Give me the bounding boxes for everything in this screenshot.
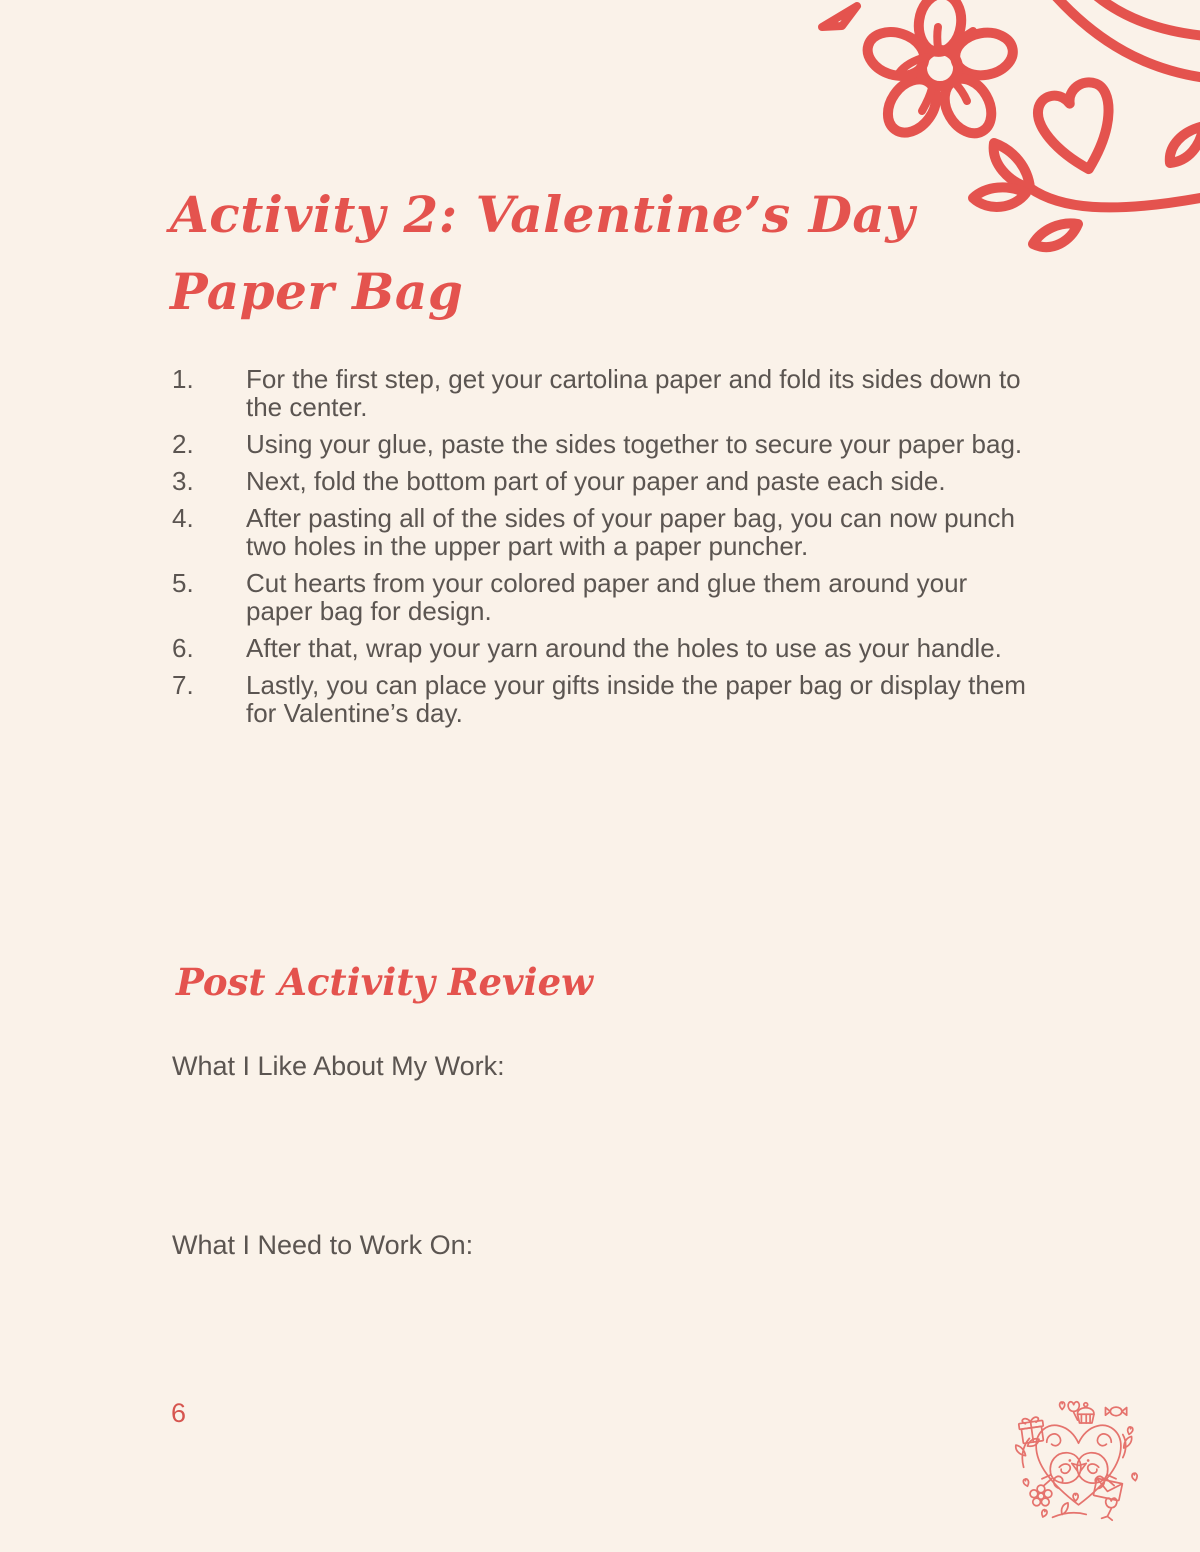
instruction-number: 6. xyxy=(172,633,194,663)
instruction-text: Next, fold the bottom part of your paper and paste each side. xyxy=(246,466,946,496)
corner-swoosh-lines xyxy=(1052,0,1200,78)
instruction-number: 1. xyxy=(172,364,194,394)
instruction-item xyxy=(172,504,1040,560)
instruction-number: 2. xyxy=(172,429,194,459)
title-line-2: Paper Bag xyxy=(170,262,464,321)
instruction-text: After that, wrap your yarn around the holes to use as your handle. xyxy=(246,633,1002,663)
instruction-text: Cut hearts from your colored paper and glue them around your paper bag for design. xyxy=(246,568,968,626)
instruction-item xyxy=(172,569,1040,625)
instruction-text: Lastly, you can place your gifts inside the paper bag or display them for Valentine’s day. xyxy=(246,670,1026,728)
page-number: 6 xyxy=(171,1398,187,1428)
instruction-item xyxy=(172,671,1040,727)
instruction-number: 4. xyxy=(172,503,194,533)
instruction-text: After pasting all of the sides of your paper bag, you can now punch two holes in the upper part with a paper puncher. xyxy=(246,503,1015,561)
sprig-bottom-icon xyxy=(1053,1503,1087,1517)
flower-icon xyxy=(862,0,1016,142)
instructions-list xyxy=(172,365,1040,736)
bud-icon xyxy=(1170,126,1200,163)
sprig-right-icon xyxy=(1123,1435,1132,1458)
instruction-item xyxy=(172,634,1040,662)
need-label: What I Need to Work On: xyxy=(172,1230,474,1260)
post-activity-heading: Post Activity Review xyxy=(176,960,593,1004)
arrow-tip-icon xyxy=(822,6,857,27)
instruction-number: 5. xyxy=(172,568,194,598)
heart-birds-doodle xyxy=(1014,1396,1144,1526)
candy-icon xyxy=(1105,1407,1126,1416)
tulip-bottom-icon xyxy=(1102,1498,1117,1520)
instruction-text: For the first step, get your cartolina paper and fold its sides down to the center. xyxy=(246,364,1021,422)
instruction-item xyxy=(172,430,1040,458)
small-flower-icon xyxy=(1030,1485,1052,1506)
heart-icon xyxy=(1033,79,1120,177)
instruction-number: 7. xyxy=(172,670,194,700)
like-label: What I Like About My Work: xyxy=(172,1051,505,1081)
instruction-text: Using your glue, paste the sides together to secure your paper bag. xyxy=(246,429,1023,459)
title-line-1: Activity 2: Valentine’s Day xyxy=(170,185,915,244)
instruction-item xyxy=(172,467,1040,495)
instruction-number: 3. xyxy=(172,466,194,496)
instruction-item xyxy=(172,365,1040,421)
page-title xyxy=(170,176,915,330)
